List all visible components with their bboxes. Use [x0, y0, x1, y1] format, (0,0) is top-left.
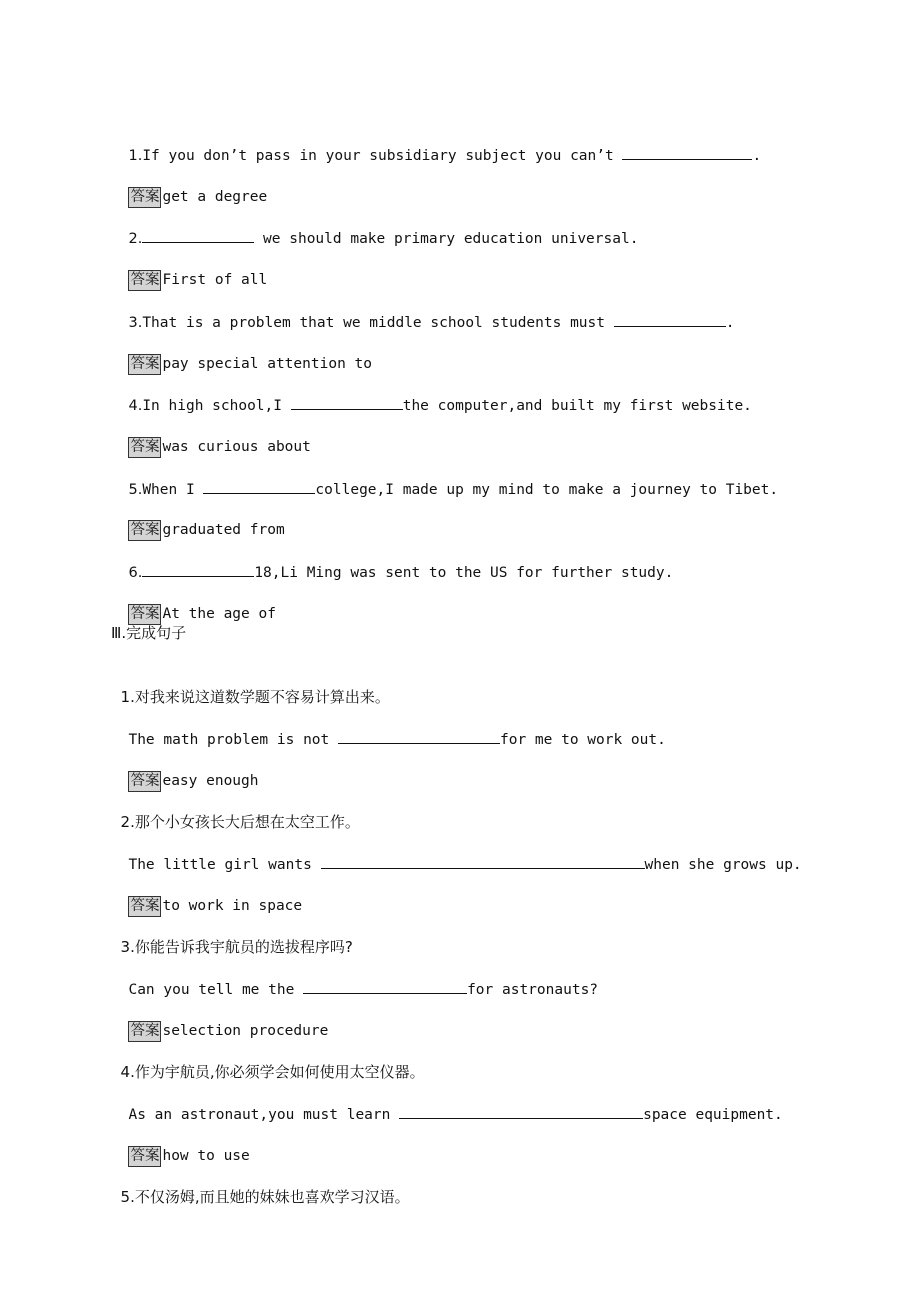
answer-6 [111, 581, 276, 622]
chinese-prompt-2 [111, 789, 360, 831]
question-number: 4. [128, 398, 143, 414]
answer-blank [321, 853, 645, 869]
answer-badge: 答案 [128, 187, 161, 208]
answer-iii-3 [111, 998, 329, 1039]
question-text-after: we should make primary education universal. [254, 231, 639, 247]
answer-blank [203, 478, 315, 494]
answer-iii-1 [111, 748, 259, 789]
question-text-after: the computer,and built my first website. [402, 398, 752, 414]
answer-blank [614, 311, 726, 327]
question-text-after: for me to work out. [499, 732, 666, 748]
question-text-before: The math problem is not [128, 732, 338, 748]
question-number: 4. [120, 1063, 135, 1081]
question-6 [111, 539, 674, 581]
question-text-before: In high school,I [142, 398, 291, 414]
question-number: 5. [120, 1188, 135, 1206]
question-number: 2. [120, 813, 135, 831]
answer-badge: 答案 [128, 1146, 161, 1167]
answer-blank [622, 144, 752, 160]
answer-badge: 答案 [128, 1021, 161, 1042]
question-text-before: That is a problem that we middle school students must [142, 315, 614, 331]
question-number: 2. [128, 231, 143, 247]
answer-badge: 答案 [128, 270, 161, 291]
answer-text: First of all [162, 272, 268, 288]
question-text-before: When I [142, 482, 204, 498]
answer-text: At the age of [162, 606, 276, 622]
question-text-before: The little girl wants [128, 857, 321, 873]
question-text-after: . [725, 315, 735, 331]
answer-text: to work in space [162, 898, 303, 914]
chinese-prompt-1 [111, 664, 390, 706]
question-2 [111, 205, 639, 247]
answer-text: how to use [162, 1148, 250, 1164]
answer-badge: 答案 [128, 771, 161, 792]
question-text-before: If you don’t pass in your subsidiary subject you can’t [142, 148, 623, 164]
answer-blank [291, 394, 403, 410]
answer-badge: 答案 [128, 604, 161, 625]
answer-badge: 答案 [128, 437, 161, 458]
question-3 [111, 289, 735, 331]
question-number: 6. [128, 565, 143, 581]
question-text-before: As an astronaut,you must learn [128, 1107, 400, 1123]
question-5 [111, 456, 779, 498]
question-iii-1 [111, 706, 666, 748]
question-text-after: for astronauts? [467, 982, 599, 998]
chinese-prompt-4 [111, 1039, 425, 1081]
answer-blank [399, 1103, 643, 1119]
answer-5 [111, 497, 285, 538]
question-text-before: Can you tell me the [128, 982, 304, 998]
question-iii-3 [111, 956, 599, 998]
chinese-sentence: 你能告诉我宇航员的选拔程序吗? [134, 938, 353, 956]
answer-text: easy enough [162, 773, 259, 789]
question-number: 1. [120, 688, 135, 706]
question-4 [111, 372, 752, 414]
answer-blank [303, 978, 467, 994]
section-heading: Ⅲ.完成句子 [111, 624, 187, 642]
chinese-sentence: 那个小女孩长大后想在太空工作。 [134, 813, 360, 831]
answer-blank [142, 561, 254, 577]
answer-text: selection procedure [162, 1023, 329, 1039]
answer-iii-4 [111, 1123, 250, 1164]
question-iii-4 [111, 1081, 783, 1123]
answer-4 [111, 414, 311, 455]
question-text-after: 18,Li Ming was sent to the US for further study. [254, 565, 674, 581]
question-number: 5. [128, 482, 143, 498]
question-iii-2 [111, 831, 802, 873]
chinese-sentence: 对我来说这道数学题不容易计算出来。 [134, 688, 390, 706]
question-number: 1. [128, 148, 143, 164]
answer-text: get a degree [162, 189, 268, 205]
answer-blank [338, 728, 500, 744]
question-text-after: space equipment. [643, 1107, 783, 1123]
answer-text: pay special attention to [162, 356, 372, 372]
chinese-sentence: 作为宇航员,你必须学会如何使用太空仪器。 [134, 1063, 425, 1081]
question-text-after: . [752, 148, 762, 164]
chinese-sentence: 不仅汤姆,而且她的妹妹也喜欢学习汉语。 [134, 1188, 410, 1206]
answer-blank [142, 227, 254, 243]
answer-text: was curious about [162, 439, 311, 455]
chinese-prompt-3 [111, 914, 353, 956]
question-text-after: when she grows up. [644, 857, 802, 873]
question-number: 3. [128, 315, 143, 331]
chinese-prompt-5 [111, 1164, 410, 1206]
answer-badge: 答案 [128, 520, 161, 541]
question-text-after: college,I made up my mind to make a journey to Tibet. [315, 482, 779, 498]
question-number: 3. [120, 938, 135, 956]
answer-text: graduated from [162, 522, 285, 538]
answer-iii-2 [111, 873, 303, 914]
answer-badge: 答案 [128, 896, 161, 917]
answer-3 [111, 331, 372, 372]
answer-badge: 答案 [128, 354, 161, 375]
answer-1 [111, 164, 268, 205]
question-1 [111, 122, 762, 164]
answer-2 [111, 247, 268, 288]
